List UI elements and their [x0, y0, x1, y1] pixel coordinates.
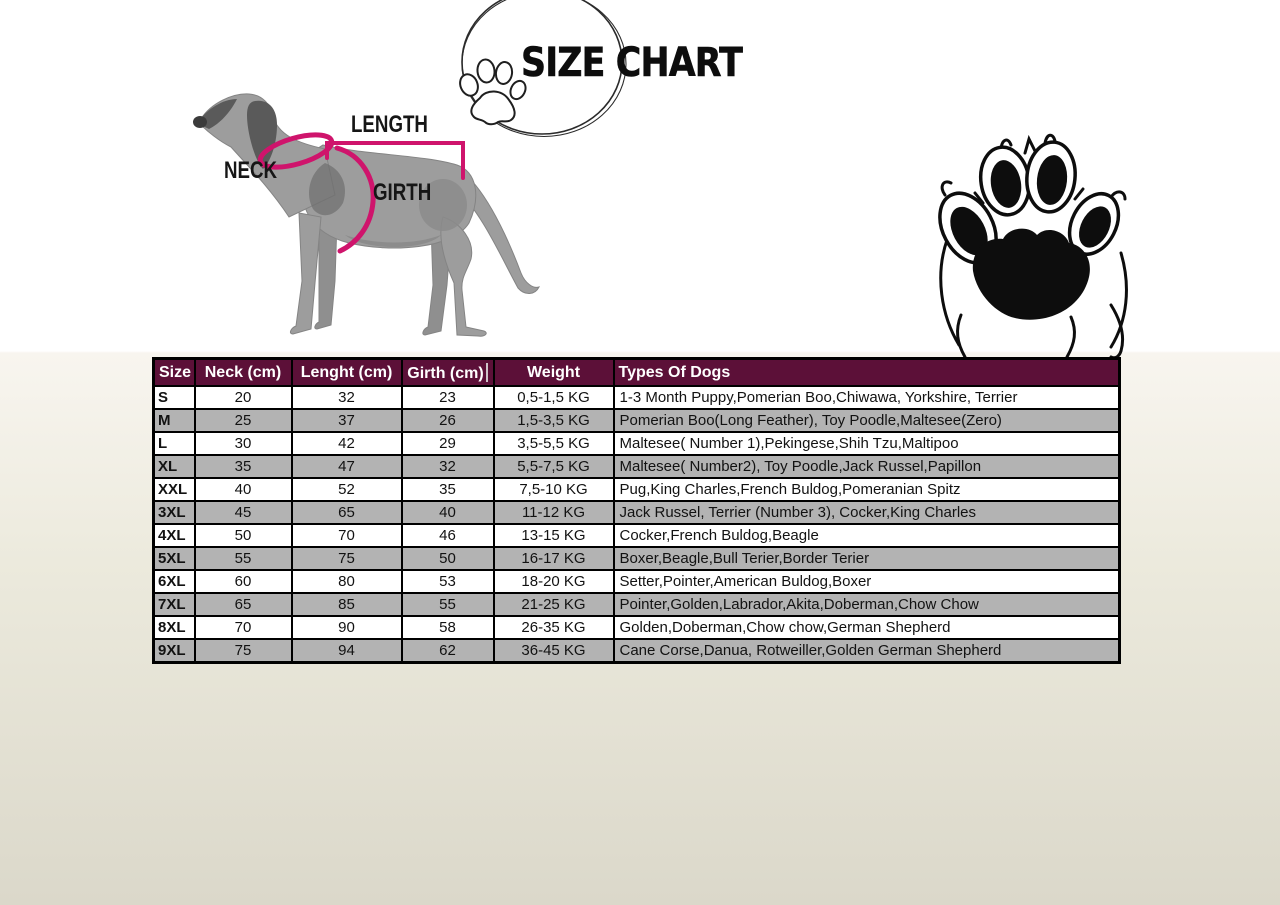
cell-dogs: Maltesee( Number 1),Pekingese,Shih Tzu,Maltipoo: [614, 432, 1120, 455]
cell-girth: 32: [402, 455, 494, 478]
neck-label: NECK: [224, 157, 278, 184]
cell-length: 65: [292, 501, 402, 524]
cell-length: 90: [292, 616, 402, 639]
cell-size: 3XL: [154, 501, 195, 524]
cell-dogs: Golden,Doberman,Chow chow,German Shepherd: [614, 616, 1120, 639]
size-chart-table: [152, 357, 1121, 664]
cell-size: 8XL: [154, 616, 195, 639]
girth-label: GIRTH: [373, 179, 432, 206]
table-row: [154, 478, 1120, 501]
cell-weight: 5,5-7,5 KG: [494, 455, 614, 478]
cell-neck: 55: [195, 547, 292, 570]
cell-neck: 70: [195, 616, 292, 639]
table-row: [154, 386, 1120, 409]
cell-dogs: Maltesee( Number2), Toy Poodle,Jack Russel,Papillon: [614, 455, 1120, 478]
cell-weight: 11-12 KG: [494, 501, 614, 524]
cell-size: L: [154, 432, 195, 455]
cell-weight: 0,5-1,5 KG: [494, 386, 614, 409]
cell-size: 5XL: [154, 547, 195, 570]
cell-length: 94: [292, 639, 402, 663]
cell-girth: 26: [402, 409, 494, 432]
cell-girth: 50: [402, 547, 494, 570]
cell-weight: 3,5-5,5 KG: [494, 432, 614, 455]
table-row: [154, 547, 1120, 570]
cell-girth: 46: [402, 524, 494, 547]
cell-size: 7XL: [154, 593, 195, 616]
cell-length: 47: [292, 455, 402, 478]
cell-dogs: 1-3 Month Puppy,Pomerian Boo,Chiwawa, Yorkshire, Terrier: [614, 386, 1120, 409]
cell-size: 6XL: [154, 570, 195, 593]
column-header-lenght-cm: Lenght (cm): [292, 359, 402, 387]
cell-length: 37: [292, 409, 402, 432]
column-header-types-of-dogs: Types Of Dogs: [614, 359, 1120, 387]
page-title: SIZE CHART: [521, 40, 743, 86]
cell-dogs: Boxer,Beagle,Bull Terier,Border Terier: [614, 547, 1120, 570]
cell-length: 85: [292, 593, 402, 616]
dog-front-leg: [290, 213, 321, 334]
column-header-size: Size: [154, 359, 195, 387]
cell-neck: 45: [195, 501, 292, 524]
cell-neck: 35: [195, 455, 292, 478]
cell-neck: 60: [195, 570, 292, 593]
cell-weight: 1,5-3,5 KG: [494, 409, 614, 432]
cell-weight: 26-35 KG: [494, 616, 614, 639]
cell-girth: 23: [402, 386, 494, 409]
cell-neck: 50: [195, 524, 292, 547]
size-table-header-row: [154, 359, 1120, 387]
table-row: [154, 524, 1120, 547]
cell-dogs: Cocker,French Buldog,Beagle: [614, 524, 1120, 547]
cell-weight: 7,5-10 KG: [494, 478, 614, 501]
cell-girth: 29: [402, 432, 494, 455]
table-row: [154, 616, 1120, 639]
cell-weight: 13-15 KG: [494, 524, 614, 547]
cell-length: 52: [292, 478, 402, 501]
cell-dogs: Setter,Pointer,American Buldog,Boxer: [614, 570, 1120, 593]
cell-neck: 25: [195, 409, 292, 432]
cell-size: 4XL: [154, 524, 195, 547]
cell-size: XXL: [154, 478, 195, 501]
big-paw-icon: [925, 125, 1170, 360]
cell-girth: 53: [402, 570, 494, 593]
cell-neck: 65: [195, 593, 292, 616]
cell-length: 42: [292, 432, 402, 455]
table-row: [154, 570, 1120, 593]
cell-dogs: Pug,King Charles,French Buldog,Pomeranian Spitz: [614, 478, 1120, 501]
cell-girth: 62: [402, 639, 494, 663]
cell-length: 32: [292, 386, 402, 409]
cell-dogs: Cane Corse,Danua, Rotweiller,Golden German Shepherd: [614, 639, 1120, 663]
table-row: [154, 409, 1120, 432]
cell-dogs: Jack Russel, Terrier (Number 3), Cocker,King Charles: [614, 501, 1120, 524]
cell-weight: 36-45 KG: [494, 639, 614, 663]
cell-size: M: [154, 409, 195, 432]
cell-length: 75: [292, 547, 402, 570]
column-header-neck-cm: Neck (cm): [195, 359, 292, 387]
cell-size: 9XL: [154, 639, 195, 663]
table-row: [154, 455, 1120, 478]
text-cursor: [486, 363, 488, 382]
cell-length: 70: [292, 524, 402, 547]
cell-girth: 40: [402, 501, 494, 524]
cell-girth: 58: [402, 616, 494, 639]
cell-weight: 21-25 KG: [494, 593, 614, 616]
cell-dogs: Pointer,Golden,Labrador,Akita,Doberman,Chow Chow: [614, 593, 1120, 616]
table-row: [154, 432, 1120, 455]
cell-girth: 55: [402, 593, 494, 616]
cell-neck: 40: [195, 478, 292, 501]
cell-neck: 20: [195, 386, 292, 409]
length-label: LENGTH: [351, 111, 428, 138]
cell-dogs: Pomerian Boo(Long Feather), Toy Poodle,Maltesee(Zero): [614, 409, 1120, 432]
table-row: [154, 639, 1120, 663]
cell-neck: 30: [195, 432, 292, 455]
cell-weight: 18-20 KG: [494, 570, 614, 593]
cell-size: S: [154, 386, 195, 409]
cell-length: 80: [292, 570, 402, 593]
table-row: [154, 593, 1120, 616]
cell-neck: 75: [195, 639, 292, 663]
cell-weight: 16-17 KG: [494, 547, 614, 570]
cell-girth: 35: [402, 478, 494, 501]
cell-size: XL: [154, 455, 195, 478]
column-header-girth-cm: Girth (cm): [402, 359, 494, 387]
column-header-weight: Weight: [494, 359, 614, 387]
size-table-body: [154, 386, 1120, 663]
table-row: [154, 501, 1120, 524]
